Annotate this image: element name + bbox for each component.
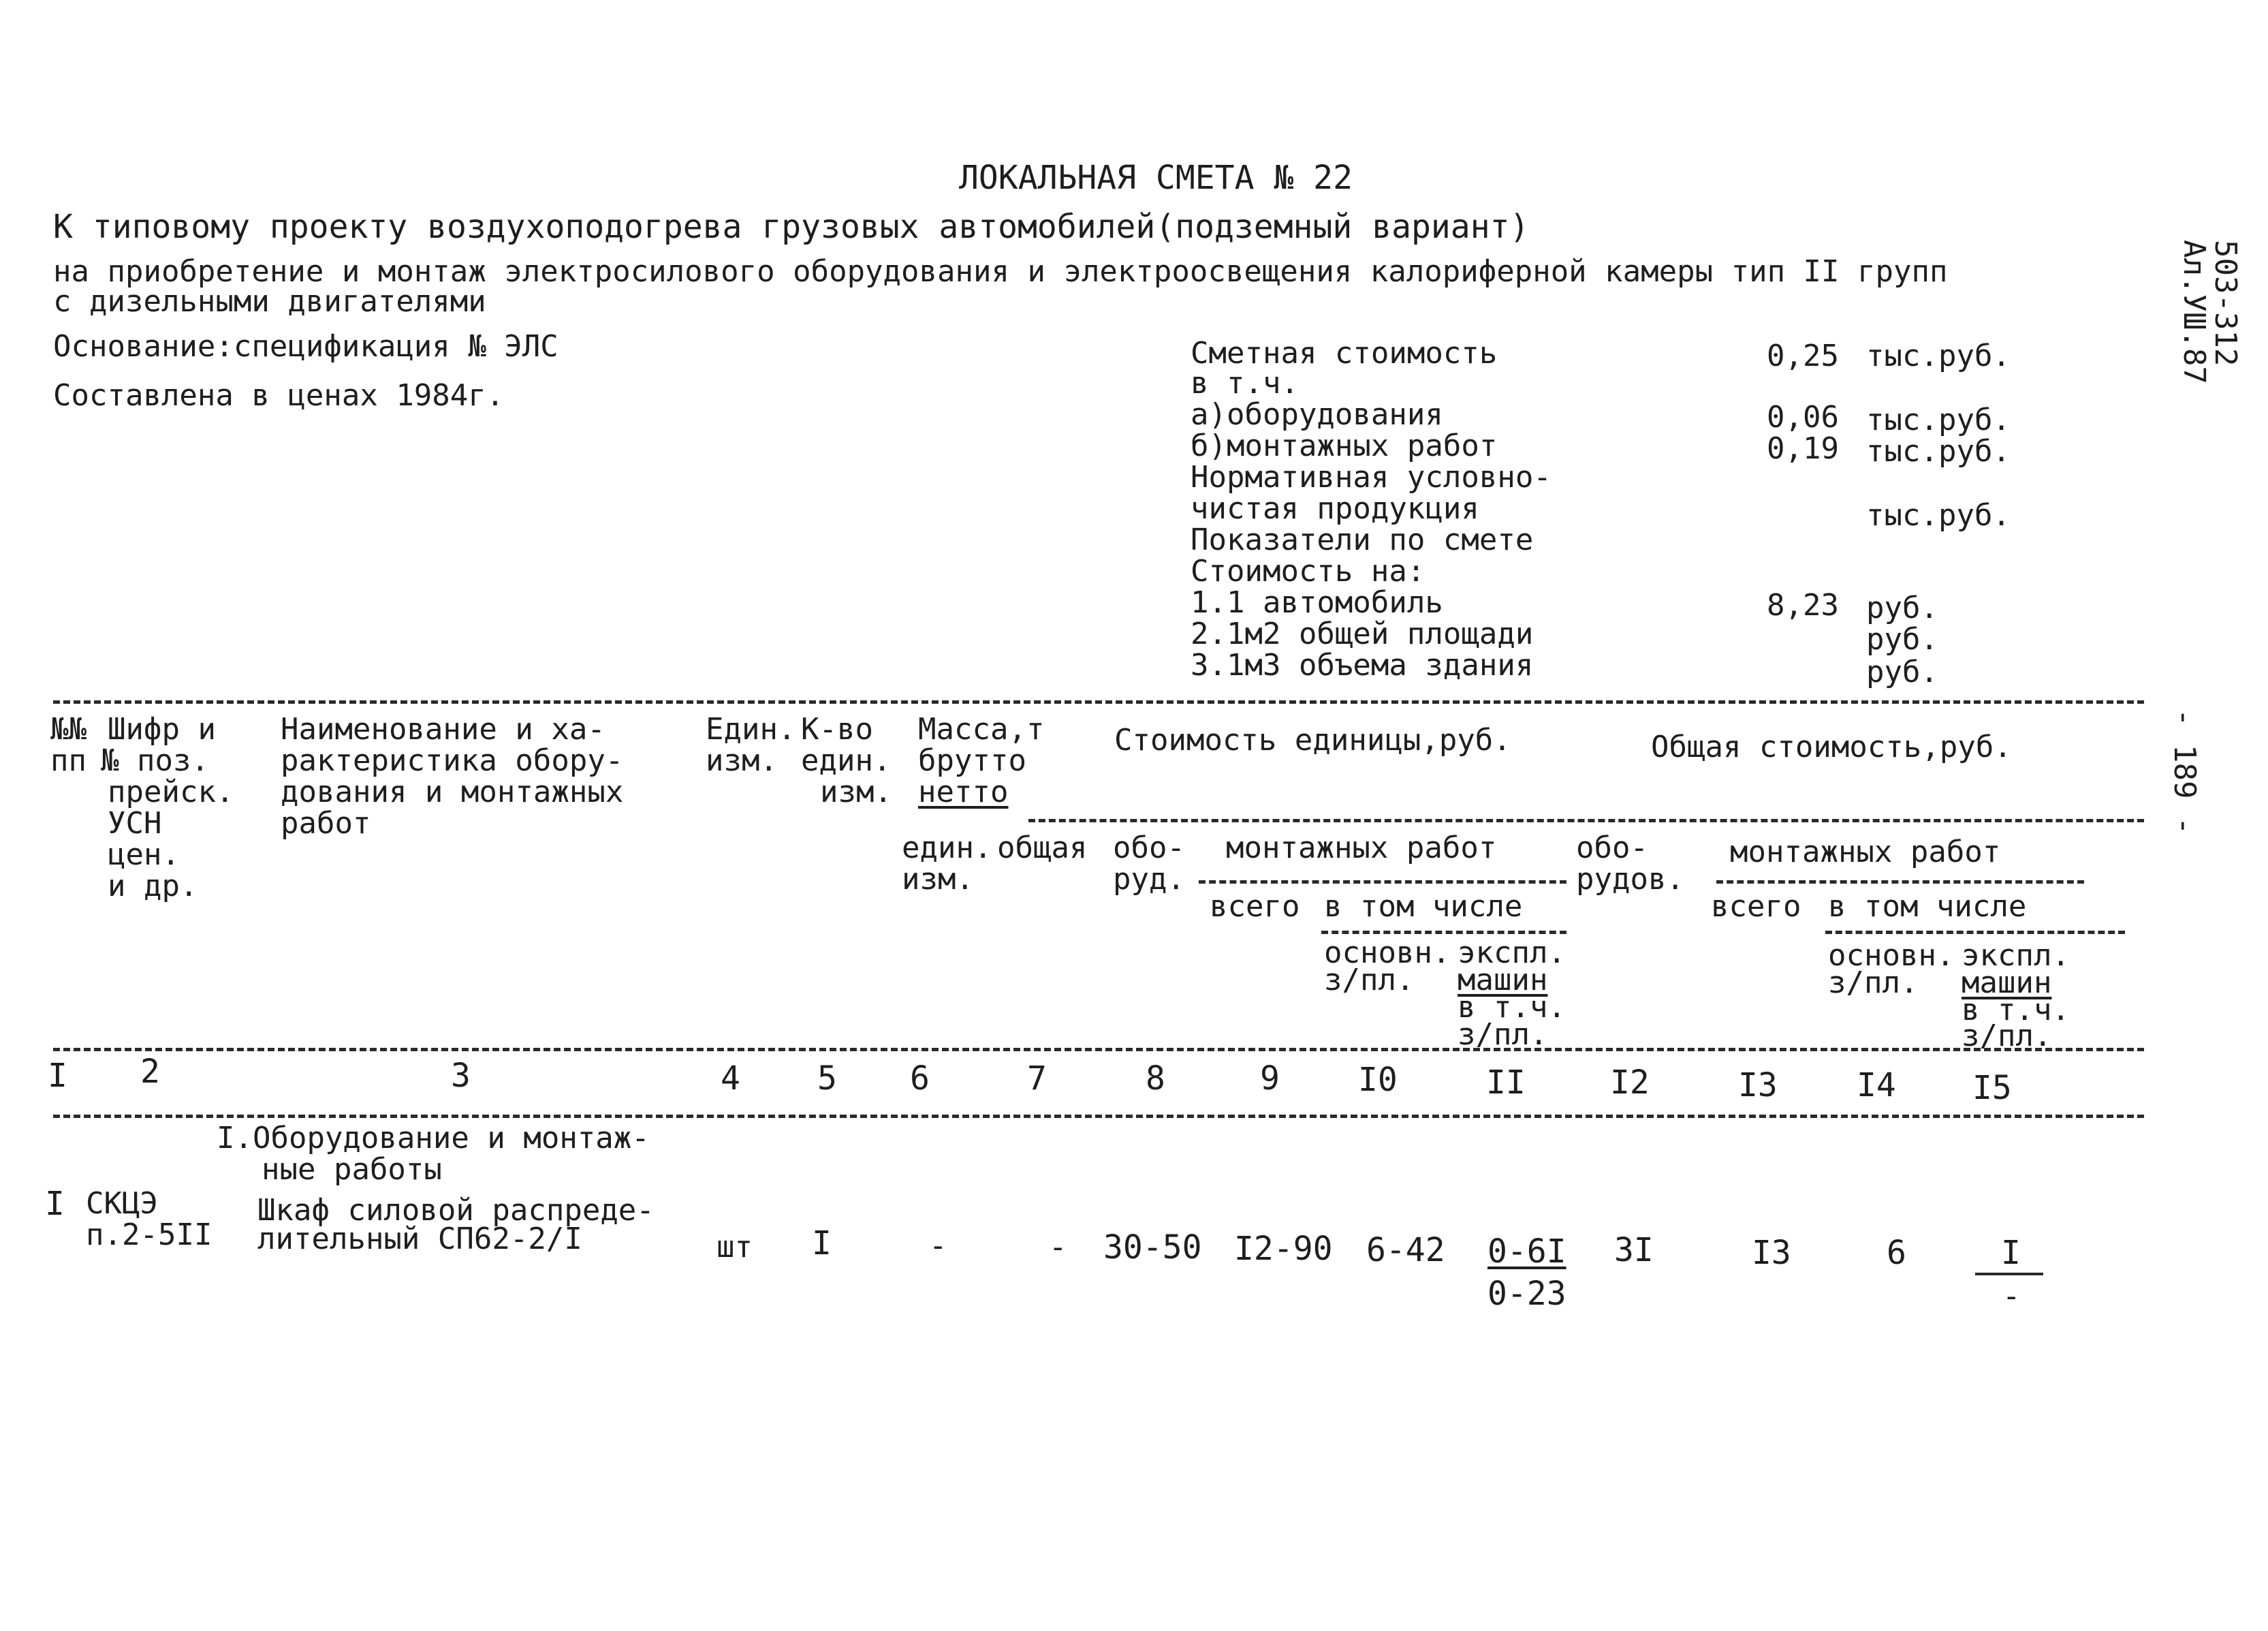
summary-unit: тыс.руб. bbox=[1866, 498, 2011, 533]
row-mass-unit: - bbox=[929, 1228, 947, 1263]
row-name: Шкаф силовой распреде- bbox=[257, 1193, 655, 1228]
mass-total-header: общая bbox=[997, 830, 1088, 865]
summary-label: Стоимость на: bbox=[1191, 554, 1426, 589]
col5-header: К-во bbox=[801, 712, 873, 747]
side-code-1: 503-312 bbox=[2208, 240, 2243, 367]
row-total-machine-cost: I bbox=[2001, 1234, 2021, 1272]
row-base-wage: 6-42 bbox=[1366, 1231, 1445, 1269]
row-quantity: I bbox=[812, 1224, 832, 1262]
column-numbers-rule bbox=[53, 1048, 2144, 1051]
col5-header: изм. bbox=[820, 775, 892, 809]
col1-header: №№ bbox=[50, 712, 86, 747]
page-number: - 189 - bbox=[2167, 709, 2202, 835]
summary-value: 0,06 bbox=[1767, 400, 1839, 435]
col-number: II bbox=[1486, 1063, 1526, 1102]
row-number: I bbox=[45, 1185, 65, 1223]
total-base-wage-header: з/пл. bbox=[1828, 965, 1919, 1000]
col-number: 2 bbox=[140, 1053, 160, 1091]
mass-unit-header: изм. bbox=[902, 862, 974, 897]
table-top-rule bbox=[53, 700, 2144, 704]
equipment-header: обо- bbox=[1113, 830, 1185, 865]
summary-label: Сметная стоимость bbox=[1191, 336, 1498, 371]
installation-breakdown-header: в том числе bbox=[1324, 889, 1523, 924]
row-name: лительный СП62-2/I bbox=[257, 1222, 582, 1256]
summary-label: 2.1м2 общей площади bbox=[1191, 617, 1534, 651]
summary-value: 0,19 bbox=[1767, 431, 1839, 466]
header-sub-rule bbox=[1716, 880, 2084, 884]
row-installation-total: I2-90 bbox=[1234, 1230, 1333, 1268]
summary-unit: тыс.руб. bbox=[1866, 434, 2011, 469]
summary-value: 8,23 bbox=[1767, 588, 1839, 623]
basis-line: Основание:спецификация № ЭЛС bbox=[53, 329, 558, 364]
col6-header: нетто bbox=[918, 775, 1009, 809]
row-total-equipment: 3I bbox=[1614, 1231, 1654, 1269]
col-number: I3 bbox=[1738, 1066, 1778, 1104]
machine-header: машин bbox=[1458, 963, 1548, 997]
summary-label: Нормативная условно- bbox=[1191, 460, 1552, 495]
col-number: I0 bbox=[1358, 1061, 1398, 1099]
col-number: 3 bbox=[451, 1057, 471, 1095]
row-total-installation: I3 bbox=[1752, 1234, 1791, 1272]
summary-unit: руб. bbox=[1866, 622, 1938, 657]
total-machine-header: машин bbox=[1962, 965, 2052, 1000]
col2-header: цен. bbox=[108, 837, 180, 872]
col-number: 5 bbox=[817, 1059, 837, 1098]
col3-header: Наименование и ха- bbox=[281, 712, 605, 747]
summary-unit: тыс.руб. bbox=[1866, 403, 2011, 437]
summary-unit: руб. bbox=[1866, 591, 1938, 625]
col3-header: дования и монтажных bbox=[281, 775, 624, 809]
section-title: ные работы bbox=[262, 1152, 442, 1187]
section-title: I.Оборудование и монтаж- bbox=[217, 1121, 650, 1155]
side-code-2: Ал.УШ.87 bbox=[2177, 240, 2211, 384]
machine-header: з/пл. bbox=[1458, 1017, 1548, 1052]
col-number: 6 bbox=[910, 1059, 930, 1098]
total-machine-header: в т.ч. bbox=[1962, 993, 2070, 1027]
header-sub-rule bbox=[1199, 880, 1566, 884]
total-installation-header: монтажных работ bbox=[1730, 835, 2001, 869]
row-unit: шт bbox=[716, 1230, 753, 1264]
header-mid-rule bbox=[1028, 819, 2144, 822]
base-wage-header: основн. bbox=[1324, 935, 1451, 970]
summary-label: 3.1м3 объема здания bbox=[1191, 648, 1534, 683]
installation-header: монтажных работ bbox=[1226, 830, 1497, 865]
row-total-machine-wage: - bbox=[2002, 1279, 2021, 1314]
summary-label: в т.ч. bbox=[1191, 366, 1299, 401]
col2-header: прейск. bbox=[108, 775, 234, 809]
header-sub-rule bbox=[1321, 931, 1566, 934]
summary-unit: тыс.руб. bbox=[1866, 339, 2011, 373]
col-number: I4 bbox=[1857, 1066, 1896, 1104]
project-subtitle: К типовому проекту воздухоподогрева грузовых автомобилей(подземный вариант) bbox=[53, 208, 1530, 246]
row-mass-total: - bbox=[1049, 1230, 1067, 1264]
total-equipment-header: обо- bbox=[1576, 830, 1648, 865]
col2-header: УСН bbox=[108, 806, 162, 841]
total-machine-header: экспл. bbox=[1962, 938, 2070, 973]
col-number: 7 bbox=[1027, 1059, 1047, 1098]
total-installation-total-header: всего bbox=[1711, 889, 1801, 924]
total-cost-header: Общая стоимость,руб. bbox=[1651, 730, 2012, 764]
col-number: 4 bbox=[721, 1059, 740, 1098]
col2-header: и др. bbox=[108, 869, 198, 903]
row-machine-cost: 0-6I bbox=[1487, 1232, 1566, 1271]
machine-header: экспл. bbox=[1458, 935, 1566, 970]
summary-unit: руб. bbox=[1866, 655, 1938, 689]
row-total-base-wage: 6 bbox=[1887, 1234, 1906, 1272]
unit-cost-header: Стоимость единицы,руб. bbox=[1114, 723, 1511, 758]
summary-value: 0,25 bbox=[1767, 339, 1839, 373]
total-machine-header: з/пл. bbox=[1962, 1019, 2052, 1053]
fraction-line bbox=[1975, 1273, 2043, 1275]
total-base-wage-header: основн. bbox=[1828, 938, 1955, 973]
total-equipment-header: рудов. bbox=[1576, 862, 1684, 897]
summary-label: а)оборудования bbox=[1191, 397, 1443, 432]
summary-label: б)монтажных работ bbox=[1191, 429, 1498, 463]
col1-header: пп bbox=[50, 743, 86, 778]
col5-header: един. bbox=[801, 743, 892, 778]
col4-header: Един. bbox=[706, 712, 796, 747]
purpose-line-2: с дизельными двигателями bbox=[53, 284, 486, 319]
col-number: 9 bbox=[1260, 1059, 1280, 1098]
row-machine-wage: 0-23 bbox=[1487, 1275, 1566, 1313]
col-number: I bbox=[48, 1057, 67, 1095]
col3-header: рактеристика обору- bbox=[281, 743, 624, 778]
machine-header: в т.ч. bbox=[1458, 990, 1566, 1025]
summary-label: 1.1 автомобиль bbox=[1191, 585, 1443, 620]
row-code: п.2-5II bbox=[86, 1217, 212, 1252]
col4-header: изм. bbox=[706, 743, 778, 778]
col6-header: брутто bbox=[918, 743, 1026, 778]
prices-line: Составлена в ценах 1984г. bbox=[53, 378, 505, 413]
row-equipment-cost: 30-50 bbox=[1103, 1228, 1202, 1267]
purpose-line-1: на приобретение и монтаж электросилового оборудования и электроосвещения калориферной камеры тип II групп bbox=[53, 254, 1948, 289]
mass-unit-header: един. bbox=[902, 830, 992, 865]
col-number: I5 bbox=[1972, 1069, 2012, 1107]
summary-label: Показатели по смете bbox=[1191, 523, 1534, 557]
col3-header: работ bbox=[281, 806, 371, 841]
installation-total-header: всего bbox=[1210, 889, 1300, 924]
document-title: ЛОКАЛЬНАЯ СМЕТА № 22 bbox=[959, 159, 1353, 197]
col-number: 8 bbox=[1146, 1059, 1165, 1098]
header-sub-rule bbox=[1825, 931, 2125, 934]
row-code: СКЦЭ bbox=[86, 1186, 158, 1221]
col2-header: № поз. bbox=[101, 743, 209, 778]
equipment-header: руд. bbox=[1113, 862, 1185, 897]
col-number: I2 bbox=[1610, 1063, 1650, 1102]
table-header-bottom-rule bbox=[53, 1115, 2144, 1118]
col6-header: Масса,т bbox=[918, 712, 1045, 747]
total-installation-breakdown-header: в том числе bbox=[1828, 889, 2027, 924]
col2-header: Шифр и bbox=[108, 712, 216, 747]
base-wage-header: з/пл. bbox=[1324, 963, 1415, 997]
summary-label: чистая продукция bbox=[1191, 491, 1479, 526]
